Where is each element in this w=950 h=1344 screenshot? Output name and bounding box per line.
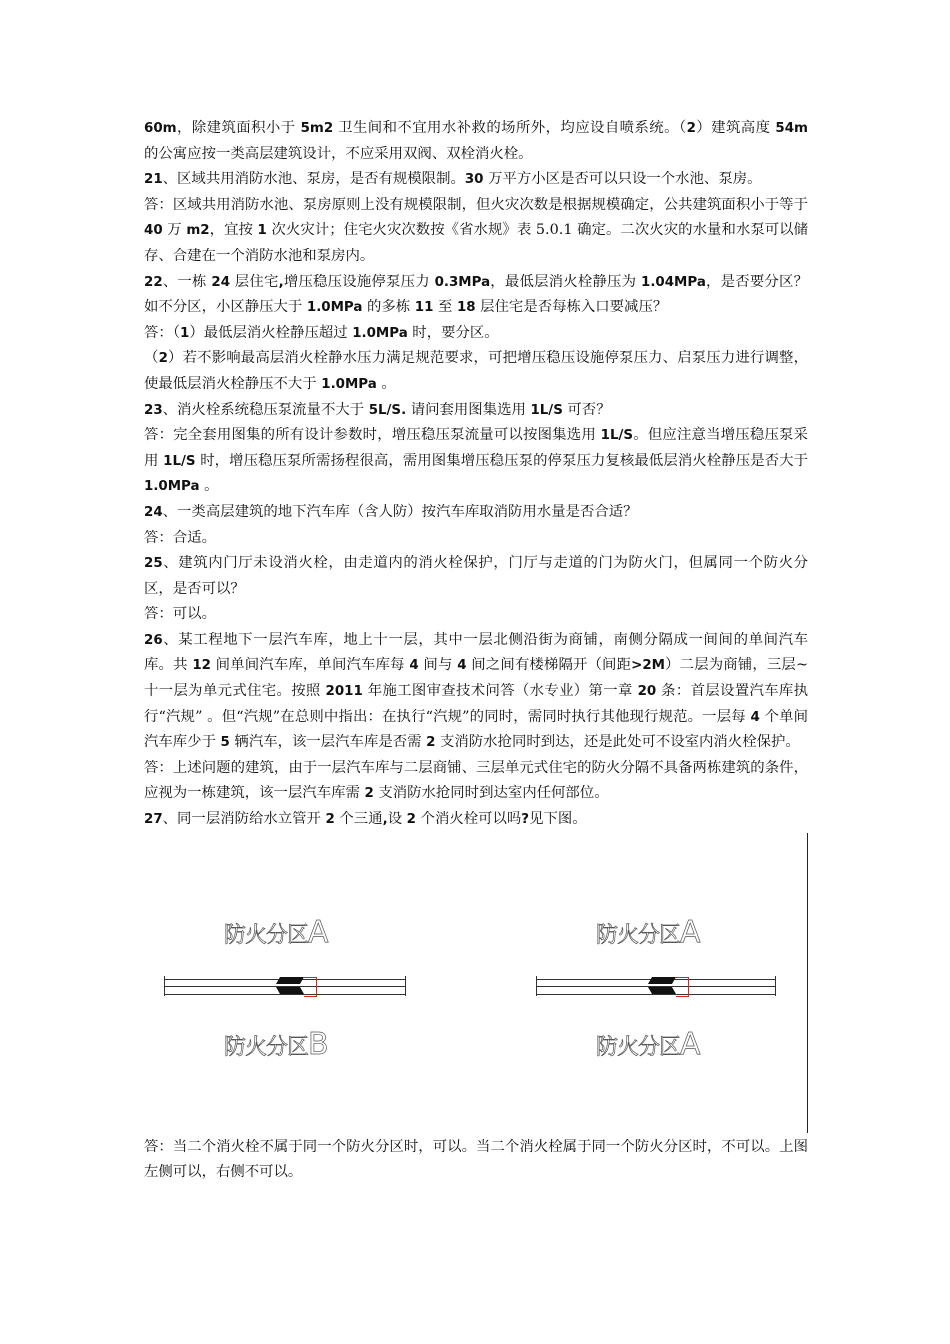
text-bold: 2 xyxy=(364,786,374,802)
zone-label-bottom-right: 防火分区A xyxy=(596,1026,700,1062)
text: 至 xyxy=(433,299,457,316)
text-bold: 2 xyxy=(686,121,696,136)
hydrant-highlight xyxy=(676,977,689,997)
answer-25 xyxy=(144,602,808,628)
question-number: 21 xyxy=(144,172,163,188)
text: 可否？ xyxy=(562,401,611,418)
text-bold: 4 xyxy=(409,658,419,674)
text: 支消防水抢同时到达室内任何部位。 xyxy=(373,785,609,802)
text: 辆汽车，该一层汽车库是否需 xyxy=(229,734,427,751)
text-bold: 1L/S xyxy=(530,402,563,418)
text-bold: 11 xyxy=(414,300,434,316)
text: ）二层为商铺，三层~十一层为单元式住宅。按照 xyxy=(144,657,809,700)
pipe-end-cap xyxy=(405,976,412,996)
text: 答：当二个消火栓不属于同一个防火分区时，可以。当二个消火栓属于同一个防火分区时，不可以。上图左侧可以，右侧不可以。 xyxy=(144,1138,808,1181)
text-bold: 1L/S xyxy=(163,453,196,469)
question-27 xyxy=(144,807,808,833)
text: 、一类高层建筑的地下汽车库（含人防）按汽车库取消防用水量是否合适？ xyxy=(162,503,638,520)
text: 条：首层设置汽车库执行“汽规” 。但“汽规”在总则中指出：在执行“汽规”的同时，需同时执行其他现行规范。一层每 xyxy=(144,683,809,725)
text: 的多栋 xyxy=(362,299,415,316)
pipe-end-cap xyxy=(164,976,171,996)
text-bold: 2 xyxy=(426,735,436,751)
text: ，除建筑面积小于 xyxy=(176,120,301,136)
zone-label-top-left: 防火分区A xyxy=(224,914,328,950)
question-21 xyxy=(144,167,808,193)
text: 答：上述问题的建筑，由于一层汽车库与二层商铺、三层单元式住宅的防火分隔不具备两栋建筑的条件，应视为一栋建筑，该一层汽车库需 xyxy=(144,759,808,802)
text-bold: 24 xyxy=(211,274,231,290)
question-26 xyxy=(144,628,808,756)
text: 、区域共用消防水池、泵房，是否有规模限制。 xyxy=(162,171,465,188)
text: ）建筑高度 xyxy=(695,120,776,136)
text: 设 xyxy=(387,811,407,828)
pipe-end-cap xyxy=(775,976,782,996)
question-23 xyxy=(144,398,808,424)
text: 、消火栓系统稳压泵流量不大于 xyxy=(162,401,369,418)
text-bold: 2 xyxy=(325,812,335,828)
hydrant-valve-icon xyxy=(278,977,304,995)
text: ）若不影响最高层消火栓静水压力满足规范要求，可把增压稳压设施停泵压力、启泵压力进行调整，使最低层消火栓静压不大于 xyxy=(144,350,808,392)
text: 支消防水抢同时到达，还是此处可不设室内消火栓保护。 xyxy=(435,734,800,751)
text: 时，要分区。 xyxy=(407,324,499,341)
text: 答：（ xyxy=(144,324,180,341)
text: 、建筑内门厅未设消火栓，由走道内的消火栓保护，门厅与走道的门为防火门，但属同一个防火分区，是否可以？ xyxy=(144,555,808,597)
zone-label-bottom-left: 防火分区B xyxy=(224,1026,328,1062)
answer-26 xyxy=(144,756,808,807)
text: 个消火栓可以吗 xyxy=(415,811,522,828)
text: 请问套用图集选用 xyxy=(406,401,531,418)
text-bold: 1 xyxy=(257,223,267,239)
text: 层住宅是否每栋入口要减压？ xyxy=(475,299,668,316)
text: 。 xyxy=(199,478,219,495)
text-bold: 12 xyxy=(192,658,211,674)
text-bold: 1.0MPa xyxy=(144,479,200,495)
text-bold: 4 xyxy=(457,658,467,674)
question-number: 26 xyxy=(144,632,163,648)
text-bold: 40 xyxy=(144,223,163,239)
paragraph-1 xyxy=(144,116,808,167)
zone-label-top-right: 防火分区A xyxy=(596,914,700,950)
text: ）最低层消火栓静压超过 xyxy=(189,324,353,341)
answer-24 xyxy=(144,526,808,552)
answer-23 xyxy=(144,423,808,500)
document-page xyxy=(144,116,808,1186)
question-number: 22 xyxy=(144,274,163,290)
text-bold: 2011 xyxy=(325,684,363,700)
text: 万平方小区是否可以只设一个水池、泵房。 xyxy=(483,171,762,188)
hydrant-valve-icon xyxy=(650,977,676,995)
question-number: 24 xyxy=(144,504,163,520)
text-bold: 1L/S xyxy=(600,428,634,444)
text-bold: 1.0MPa xyxy=(306,300,363,316)
text: 答：完全套用图集的所有设计参数时，增压稳压泵流量可以按图集选用 xyxy=(144,427,601,444)
text: 的公寓应按一类高层建筑设计，不应采用双阀、双栓消火栓。 xyxy=(144,145,533,162)
question-24 xyxy=(144,500,808,526)
text-bold: 18 xyxy=(456,300,476,316)
diagram-right xyxy=(536,833,826,1133)
text-bold: 20 xyxy=(637,684,657,700)
text: 时，增压稳压泵所需扬程很高，需用图集增压稳压泵的停泵压力复核最低层消火栓静压是否大于 xyxy=(195,452,809,469)
hydrant-diagram-figure xyxy=(144,833,808,1135)
text: 确定。二次火灾的水量和水泵可以储存、合建在一个消防水池和泵房内。 xyxy=(144,222,809,264)
text: ，最低层消火栓静压为 xyxy=(490,273,641,290)
text: ，宜按 xyxy=(209,222,258,239)
text: 间之间有楼梯隔开（间距 xyxy=(466,657,632,674)
text: 答：可以。 xyxy=(144,606,216,623)
text-bold: m2 xyxy=(186,223,210,239)
question-22 xyxy=(144,270,808,321)
text: 年施工图审查技术问答（水专业）第一章 xyxy=(362,683,638,700)
answer-22-1 xyxy=(144,321,808,347)
text: 、同一层消防给水立管开 xyxy=(162,811,326,828)
hydrant-highlight xyxy=(304,977,317,997)
text: ，是否要分区？ 如不分区，小区静压大于 xyxy=(144,273,808,316)
pipe-end-cap xyxy=(536,976,543,996)
text: 见下图。 xyxy=(529,811,587,828)
text-bold: 0.3MPa xyxy=(434,274,491,290)
answer-27 xyxy=(144,1135,808,1186)
text-bold: 4 xyxy=(750,709,760,725)
text-bold: 1.0MPa xyxy=(352,325,408,341)
text-bold: , xyxy=(278,274,284,290)
question-number: 27 xyxy=(144,812,163,828)
question-number: 23 xyxy=(144,402,163,418)
diagram-left xyxy=(164,833,454,1133)
question-25 xyxy=(144,551,808,602)
text-bold: 60m xyxy=(144,121,177,136)
text: 万 xyxy=(162,222,187,239)
text: 5.0.1 xyxy=(535,222,573,239)
text-bold: 5L/S. xyxy=(368,402,407,418)
text: 个三通 xyxy=(334,811,383,828)
text-bold: ? xyxy=(521,812,530,828)
text: 卫生间和不宜用水补救的场所外，均应设自喷系统。（ xyxy=(333,120,687,136)
text: 层住宅 xyxy=(230,273,279,290)
text-bold: 2 xyxy=(406,812,416,828)
text-bold: 5m2 xyxy=(300,121,334,136)
text: （ xyxy=(144,350,159,367)
text: 答：区域共用消防水池、泵房原则上没有规模限制，但火灾次数是根据规模确定，公共建筑面积小于等于 xyxy=(144,196,808,213)
text: 、某工程地下一层汽车库，地上十一层，其中一层北侧沿街为商铺，南侧分隔成一间间的单间汽车库。共 xyxy=(144,631,808,674)
text-bold: 1.04MPa xyxy=(641,274,706,290)
text-bold: 54m xyxy=(775,121,808,136)
text: 增压稳压设施停泵压力 xyxy=(283,273,435,290)
text: 、一栋 xyxy=(162,273,212,290)
text: 。但应注意当增压稳压泵采用 xyxy=(144,427,808,469)
answer-22-2 xyxy=(144,346,808,397)
text: 个单间汽车库少于 xyxy=(144,708,808,751)
text: 间单间汽车库，单间汽车库每 xyxy=(210,657,410,674)
text: 答：合适。 xyxy=(144,529,216,546)
text-bold: 5 xyxy=(220,735,230,751)
question-number: 25 xyxy=(144,556,163,572)
text-bold: 1.0MPa xyxy=(321,376,377,392)
text-bold: 2 xyxy=(158,351,168,367)
text-bold: , xyxy=(382,812,388,828)
answer-21 xyxy=(144,193,808,270)
text: 。 xyxy=(376,375,396,392)
text-bold: 30 xyxy=(464,172,484,188)
text: 次火灾计；住宅火灾次数按《省水规》表 xyxy=(266,222,536,239)
text-bold: >2M xyxy=(631,658,665,674)
text: 间与 xyxy=(418,657,458,674)
text-bold: 1 xyxy=(179,325,190,341)
